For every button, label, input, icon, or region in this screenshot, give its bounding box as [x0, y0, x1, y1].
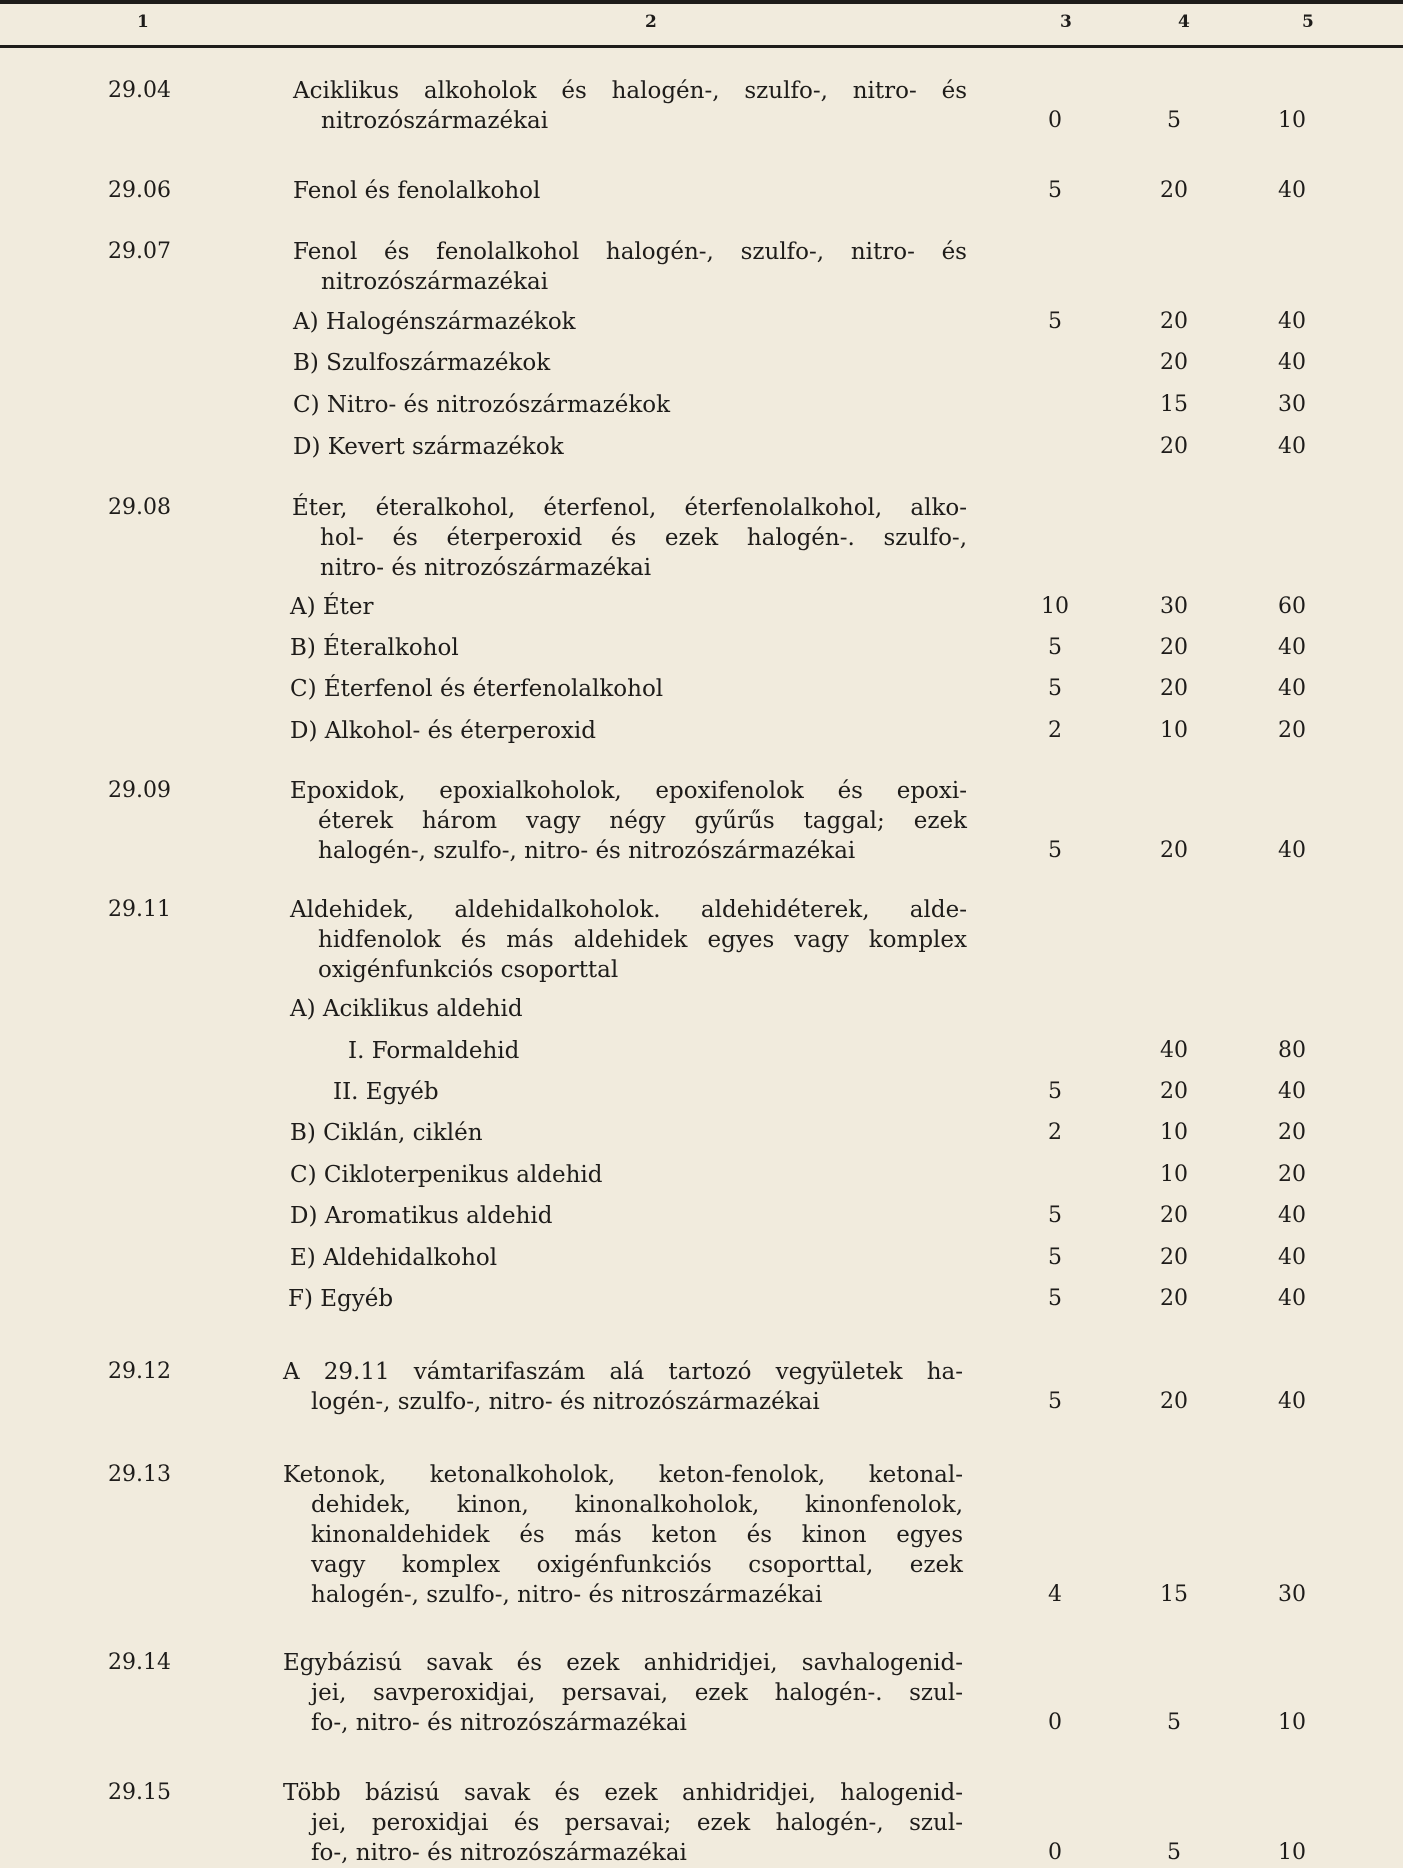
item-description	[290, 895, 967, 985]
rate-c4: 30	[1160, 594, 1188, 619]
description-line: logén-, szulfo-, nitro- és nitrozószármazékai	[311, 1389, 820, 1415]
rate-c5: 40	[1278, 635, 1306, 660]
rate-c5: 40	[1278, 838, 1306, 863]
rate-c4: 20	[1160, 838, 1188, 863]
rate-c5: 10	[1278, 1840, 1306, 1865]
rate-c4: 10	[1160, 718, 1188, 743]
description-line: oxigénfunkciós csoporttal	[318, 957, 619, 983]
rate-c4: 5	[1167, 1840, 1181, 1865]
description-line: fo-, nitro- és nitrozószármazékai	[311, 1710, 687, 1736]
rate-c5: 20	[1278, 718, 1306, 743]
rate-c4: 20	[1160, 309, 1188, 334]
rate-c3: 5	[1048, 1286, 1062, 1311]
item-description	[290, 674, 690, 704]
item-description	[290, 1118, 690, 1148]
tariff-code: 29.15	[108, 1780, 171, 1805]
description-line: E) Aldehidalkohol	[290, 1245, 498, 1271]
description-line: B) Éteralkohol	[290, 635, 459, 661]
description-line: D) Alkohol- és éterperoxid	[290, 718, 596, 744]
description-line: Fenol és fenolalkohol	[293, 178, 541, 204]
rate-c5: 40	[1278, 1079, 1306, 1104]
column-header-4: 4	[1178, 12, 1190, 32]
column-header-2: 2	[645, 12, 657, 32]
rate-c5: 40	[1278, 1389, 1306, 1414]
description-line: C) Nitro- és nitrozószármazékok	[293, 392, 671, 418]
description-line: hol- és éterperoxid és ezek halogén-. szulfo-,	[320, 525, 967, 551]
item-description	[283, 1778, 963, 1868]
rate-c4: 20	[1160, 676, 1188, 701]
rate-c5: 40	[1278, 350, 1306, 375]
rate-c4: 20	[1160, 178, 1188, 203]
description-line: A 29.11 vámtarifaszám alá tartozó vegyületek ha-	[283, 1359, 963, 1385]
description-line: F) Egyéb	[288, 1286, 394, 1312]
item-description	[283, 1357, 963, 1417]
description-line: jei, savperoxidjai, persavai, ezek halogén-. szul-	[311, 1680, 963, 1706]
rate-c3: 5	[1048, 178, 1062, 203]
rate-c4: 20	[1160, 1203, 1188, 1228]
rate-c4: 20	[1160, 1079, 1188, 1104]
rate-c4: 20	[1160, 434, 1188, 459]
tariff-code: 29.07	[108, 239, 171, 264]
item-description	[290, 1201, 690, 1231]
rate-c5: 40	[1278, 1203, 1306, 1228]
rate-c4: 15	[1160, 392, 1188, 417]
description-line: nitro- és nitrozószármazékai	[320, 555, 652, 581]
rate-c5: 20	[1278, 1120, 1306, 1145]
description-line: Fenol és fenolalkohol halogén-, szulfo-, nitro- és	[293, 239, 967, 265]
rate-c3: 2	[1048, 718, 1062, 743]
description-line: dehidek, kinon, kinonalkoholok, kinonfenolok,	[311, 1492, 963, 1518]
description-line: vagy komplex oxigénfunkciós csoporttal, ezek	[311, 1552, 963, 1578]
rate-c3: 5	[1048, 1079, 1062, 1104]
description-line: Aldehidek, aldehidalkoholok. aldehidéterek, alde-	[290, 897, 967, 923]
rate-c5: 40	[1278, 309, 1306, 334]
item-description	[293, 307, 693, 337]
description-line: A) Halogénszármazékok	[293, 309, 576, 335]
item-description	[290, 994, 690, 1024]
rate-c5: 40	[1278, 676, 1306, 701]
column-header-5: 5	[1302, 12, 1314, 32]
tariff-code: 29.13	[108, 1462, 171, 1487]
rate-c3: 0	[1048, 1710, 1062, 1735]
tariff-code: 29.14	[108, 1650, 171, 1675]
item-description	[290, 592, 690, 622]
rate-c3: 5	[1048, 635, 1062, 660]
rate-c3: 5	[1048, 676, 1062, 701]
item-description	[290, 633, 690, 663]
item-description	[293, 176, 967, 206]
rate-c5: 80	[1278, 1038, 1306, 1063]
rate-c4: 20	[1160, 1389, 1188, 1414]
description-line: B) Szulfoszármazékok	[293, 350, 551, 376]
description-line: halogén-, szulfo-, nitro- és nitrozószármazékai	[318, 838, 856, 864]
description-line: B) Ciklán, ciklén	[290, 1120, 483, 1146]
item-description	[293, 432, 693, 462]
description-line: Több bázisú savak és ezek anhidridjei, halogenid-	[283, 1780, 963, 1806]
item-description	[348, 1036, 748, 1066]
item-description	[333, 1077, 733, 1107]
item-description	[292, 493, 967, 583]
tariff-code: 29.06	[108, 178, 171, 203]
rate-c3: 5	[1048, 1203, 1062, 1228]
rate-c5: 40	[1278, 1245, 1306, 1270]
description-line: jei, peroxidjai és persavai; ezek halogén-, szul-	[311, 1810, 963, 1836]
column-header-1: 1	[137, 12, 149, 32]
tariff-code: 29.11	[108, 897, 171, 922]
rate-c4: 20	[1160, 1286, 1188, 1311]
rate-c3: 4	[1048, 1582, 1062, 1607]
rate-c3: 0	[1048, 108, 1062, 133]
description-line: halogén-, szulfo-, nitro- és nitroszármazékai	[311, 1582, 823, 1608]
tariff-code: 29.12	[108, 1359, 171, 1384]
rate-c4: 40	[1160, 1038, 1188, 1063]
description-line: nitrozószármazékai	[321, 108, 549, 134]
rate-c5: 10	[1278, 1710, 1306, 1735]
rate-c4: 10	[1160, 1162, 1188, 1187]
item-description	[293, 76, 967, 136]
description-line: Egybázisú savak és ezek anhidridjei, savhalogenid-	[283, 1650, 963, 1676]
description-line: Aciklikus alkoholok és halogén-, szulfo-, nitro- és	[293, 78, 967, 104]
description-line: C) Éterfenol és éterfenolalkohol	[290, 676, 664, 702]
description-line: C) Cikloterpenikus aldehid	[290, 1162, 603, 1188]
item-description	[283, 1648, 963, 1738]
item-description	[293, 237, 967, 297]
item-description	[290, 1243, 690, 1273]
tariff-code: 29.04	[108, 78, 171, 103]
rate-c4: 15	[1160, 1582, 1188, 1607]
description-line: nitrozószármazékai	[321, 269, 549, 295]
item-description	[290, 716, 690, 746]
description-line: I. Formaldehid	[348, 1038, 520, 1064]
rate-c3: 5	[1048, 309, 1062, 334]
rate-c4: 20	[1160, 635, 1188, 660]
rate-c3: 5	[1048, 1245, 1062, 1270]
rate-c4: 20	[1160, 1245, 1188, 1270]
description-line: éterek három vagy négy gyűrűs taggal; ezek	[318, 808, 967, 834]
tariff-code: 29.09	[108, 778, 171, 803]
tariff-code: 29.08	[108, 495, 171, 520]
description-line: Epoxidok, epoxialkoholok, epoxifenolok és epoxi-	[290, 778, 967, 804]
description-line: hidfenolok és más aldehidek egyes vagy komplex	[318, 927, 967, 953]
description-line: Éter, éteralkohol, éterfenol, éterfenolalkohol, alko-	[292, 495, 967, 521]
rate-c3: 5	[1048, 1389, 1062, 1414]
description-line: Ketonok, ketonalkoholok, keton-fenolok, ketonal-	[283, 1462, 963, 1488]
rate-c5: 40	[1278, 1286, 1306, 1311]
item-description	[288, 1284, 688, 1314]
rate-c5: 40	[1278, 434, 1306, 459]
rate-c5: 10	[1278, 108, 1306, 133]
rate-c5: 30	[1278, 1582, 1306, 1607]
description-line: D) Kevert származékok	[293, 434, 564, 460]
description-line: fo-, nitro- és nitrozószármazékai	[311, 1840, 687, 1866]
item-description	[293, 390, 693, 420]
description-line: D) Aromatikus aldehid	[290, 1203, 553, 1229]
rate-c5: 30	[1278, 392, 1306, 417]
item-description	[290, 776, 967, 866]
rate-c3: 5	[1048, 838, 1062, 863]
rate-c4: 20	[1160, 350, 1188, 375]
rate-c4: 10	[1160, 1120, 1188, 1145]
rate-c5: 20	[1278, 1162, 1306, 1187]
rate-c5: 60	[1278, 594, 1306, 619]
description-line: A) Aciklikus aldehid	[290, 996, 523, 1022]
rate-c4: 5	[1167, 108, 1181, 133]
description-line: kinonaldehidek és más keton és kinon egyes	[311, 1522, 963, 1548]
description-line: II. Egyéb	[333, 1079, 439, 1105]
item-description	[290, 1160, 690, 1190]
column-header-3: 3	[1060, 12, 1072, 32]
description-line: A) Éter	[290, 594, 374, 620]
item-description	[293, 348, 693, 378]
rate-c4: 5	[1167, 1710, 1181, 1735]
rate-c3: 0	[1048, 1840, 1062, 1865]
rate-c5: 40	[1278, 178, 1306, 203]
item-description	[283, 1460, 963, 1610]
rate-c3: 10	[1041, 594, 1069, 619]
rate-c3: 2	[1048, 1120, 1062, 1145]
